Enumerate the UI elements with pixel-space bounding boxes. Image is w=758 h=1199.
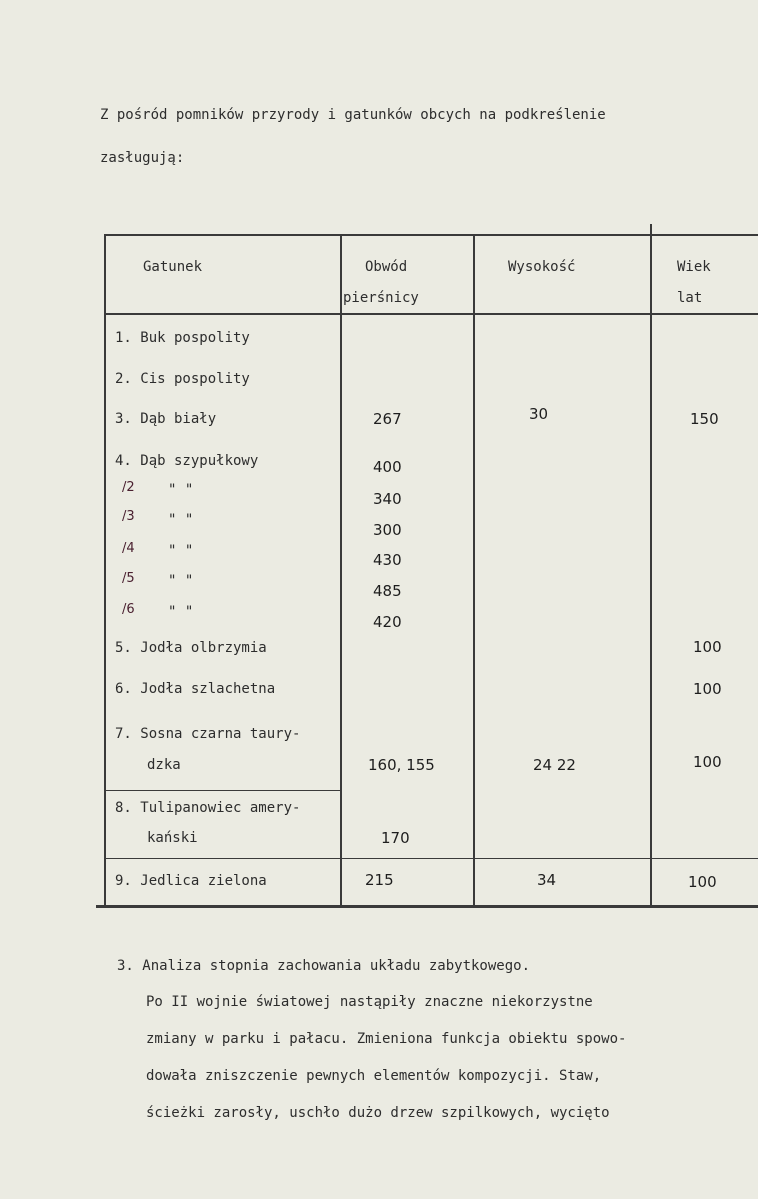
species-cell: 6. Jodła szlachetna xyxy=(115,681,276,697)
age-cell: 100 xyxy=(693,638,722,656)
girth-cell: 300 xyxy=(373,521,402,539)
species-cell-cont: dzka xyxy=(147,757,181,773)
age-cell: 100 xyxy=(688,873,717,891)
intro-line-1: Z pośród pomników przyrody i gatunków obcych na podkreślenie xyxy=(100,107,606,123)
ditto-mark: " " xyxy=(168,512,194,528)
girth-cell: 340 xyxy=(373,490,402,508)
height-cell: 34 xyxy=(537,871,557,889)
handwritten-subnumber: /4 xyxy=(122,541,135,556)
age-cell: 150 xyxy=(690,410,719,428)
handwritten-subnumber: /6 xyxy=(122,602,135,617)
header-girth-cont: pierśnicy xyxy=(343,290,419,306)
section-paragraph-line: zmiany w parku i pałacu. Zmieniona funkcja obiektu spowo- xyxy=(146,1031,627,1047)
girth-cell: 400 xyxy=(373,458,402,476)
species-cell: 7. Sosna czarna taury- xyxy=(115,726,301,742)
ditto-mark: " " xyxy=(168,543,194,559)
header-species: Gatunek xyxy=(143,259,203,275)
species-cell: 2. Cis pospolity xyxy=(115,371,250,387)
species-cell-cont: kański xyxy=(147,830,198,846)
row-separator xyxy=(104,790,341,791)
header-height: Wysokość xyxy=(508,259,576,275)
column-divider xyxy=(340,234,342,906)
species-cell: 8. Tulipanowiec amery- xyxy=(115,800,301,816)
intro-line-2: zasługują: xyxy=(100,150,185,166)
species-cell: 1. Buk pospolity xyxy=(115,330,250,346)
age-cell: 100 xyxy=(693,753,722,771)
handwritten-subnumber: /2 xyxy=(122,480,135,495)
table-left-border xyxy=(104,234,106,906)
girth-cell: 420 xyxy=(373,613,402,631)
height-cell: 24 22 xyxy=(533,756,576,774)
species-cell: 5. Jodła olbrzymia xyxy=(115,640,267,656)
header-age: Wiek xyxy=(677,259,711,275)
column-divider xyxy=(650,224,652,906)
species-cell: 4. Dąb szypułkowy xyxy=(115,453,259,469)
ditto-mark: " " xyxy=(168,482,194,498)
girth-cell: 485 xyxy=(373,582,402,600)
height-cell: 30 xyxy=(529,405,549,423)
ditto-mark: " " xyxy=(168,573,194,589)
table-top-border xyxy=(104,234,758,236)
girth-cell: 170 xyxy=(381,829,410,847)
handwritten-subnumber: /5 xyxy=(122,571,135,586)
header-girth: Obwód xyxy=(365,259,408,275)
species-cell: 3. Dąb biały xyxy=(115,411,217,427)
girth-cell: 267 xyxy=(373,410,402,428)
section-paragraph-line: dowała zniszczenie pewnych elementów kompozycji. Staw, xyxy=(146,1068,602,1084)
girth-cell: 160, 155 xyxy=(368,756,435,774)
handwritten-subnumber: /3 xyxy=(122,509,135,524)
ditto-mark: " " xyxy=(168,604,194,620)
girth-cell: 430 xyxy=(373,551,402,569)
section-paragraph-line: ścieżki zarosły, uschło dużo drzew szpilkowych, wycięto xyxy=(146,1105,610,1121)
header-separator xyxy=(104,313,758,315)
column-divider xyxy=(473,234,475,906)
age-cell: 100 xyxy=(693,680,722,698)
section-heading: 3. Analiza stopnia zachowania układu zabytkowego. xyxy=(117,958,531,974)
species-cell: 9. Jedlica zielona xyxy=(115,873,267,889)
section-paragraph-line: Po II wojnie światowej nastąpiły znaczne niekorzystne xyxy=(146,994,593,1010)
table-bottom-border xyxy=(96,905,758,908)
girth-cell: 215 xyxy=(365,871,394,889)
row-separator xyxy=(104,858,758,859)
header-age-cont: lat xyxy=(677,290,703,306)
